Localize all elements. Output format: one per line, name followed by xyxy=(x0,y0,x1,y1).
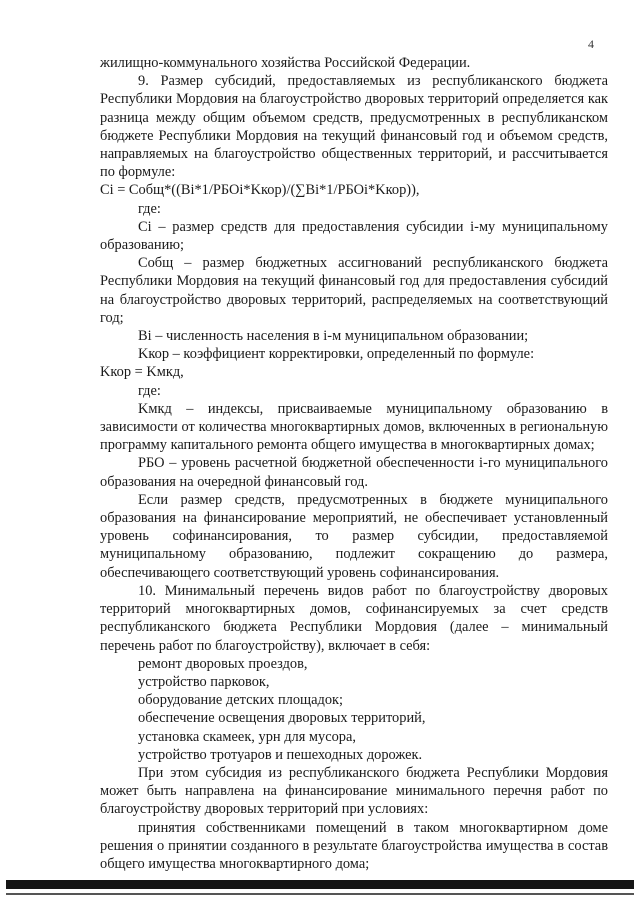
list-item: обеспечение освещения дворовых территорий, xyxy=(138,710,426,727)
paragraph: 9. Размер субсидий, предоставляемых из республиканского бюджета Республики Мордовия на благоустройство дворовых территорий определяется как разница между общим объемом средств, предусмотренных в республиканском бюджете Республики Мордовия на текущий финансовый год и объемом средств, направляемых на благоустройство общественных территорий, и рассчитывается по формуле: xyxy=(100,73,608,181)
bottom-border xyxy=(6,880,634,889)
list-item: ремонт дворовых проездов, xyxy=(138,655,308,672)
definition: Kмкд – индексы, присваиваемые муниципальному образованию в зависимости от количества многоквартирных домов, включенных в региональную программу капитального ремонта общего имущества в многоквартирных домах; xyxy=(100,400,608,454)
definition: Cобщ – размер бюджетных ассигнований республиканского бюджета Республики Мордовия на текущий финансовый год для предоставления субсидий на благоустройство дворовых территорий, распределяемых на соответствующий год; xyxy=(100,255,608,326)
bottom-border-thin xyxy=(6,893,634,895)
definition: Kкор – коэффициент корректировки, определенный по формуле: xyxy=(138,346,535,363)
definition: Bi – численность населения в i-м муниципальном образовании; xyxy=(138,328,529,345)
definition: Ci – размер средств для предоставления субсидии i-му муниципальному образованию; xyxy=(100,218,608,254)
page-number: 4 xyxy=(588,37,594,51)
document-body xyxy=(100,54,608,873)
list-item: устройство парковок, xyxy=(138,673,270,690)
where-label: где: xyxy=(138,382,161,399)
list-item: установка скамеек, урн для мусора, xyxy=(138,728,356,745)
list-item: оборудование детских площадок; xyxy=(138,692,344,709)
paragraph: 10. Минимальный перечень видов работ по благоустройству дворовых территорий многоквартирных домов, софинансируемых за счет средств республиканского бюджета Республики Мордовия (далее – минимальный перечень работ по благоустройству), включает в себя: xyxy=(100,582,608,654)
where-label: где: xyxy=(138,200,161,217)
formula-subsidy: Ci = Cобщ*((Bi*1/РБОi*Kкор)/(∑Bi*1/РБОi*Kкор)), xyxy=(100,182,420,199)
definition: РБО – уровень расчетной бюджетной обеспеченности i-го муниципального образования на очередной финансовый год. xyxy=(100,455,608,490)
paragraph: При этом субсидия из республиканского бюджета Республики Мордовия может быть направлена на финансирование минимального перечня работ по благоустройству дворовых территорий при условиях: xyxy=(100,764,608,818)
list-item: устройство тротуаров и пешеходных дорожек. xyxy=(138,746,423,763)
paragraph: жилищно-коммунального хозяйства Российской Федерации. xyxy=(100,55,471,71)
formula-correction: Kкор = Kмкд, xyxy=(100,364,184,381)
paragraph: принятия собственниками помещений в таком многоквартирном доме решения о принятии созданного в результате благоустройства имущества в состав общего имущества многоквартирного дома; xyxy=(100,819,608,872)
paragraph: Если размер средств, предусмотренных в бюджете муниципального образования на финансирование мероприятий, не обеспечивает установленный уровень софинансирования, то размер субсидии, предоставляемой муниципальному образованию, подлежит сокращению до размера, обеспечивающего соответствующий уровень софинансирования. xyxy=(100,491,608,581)
